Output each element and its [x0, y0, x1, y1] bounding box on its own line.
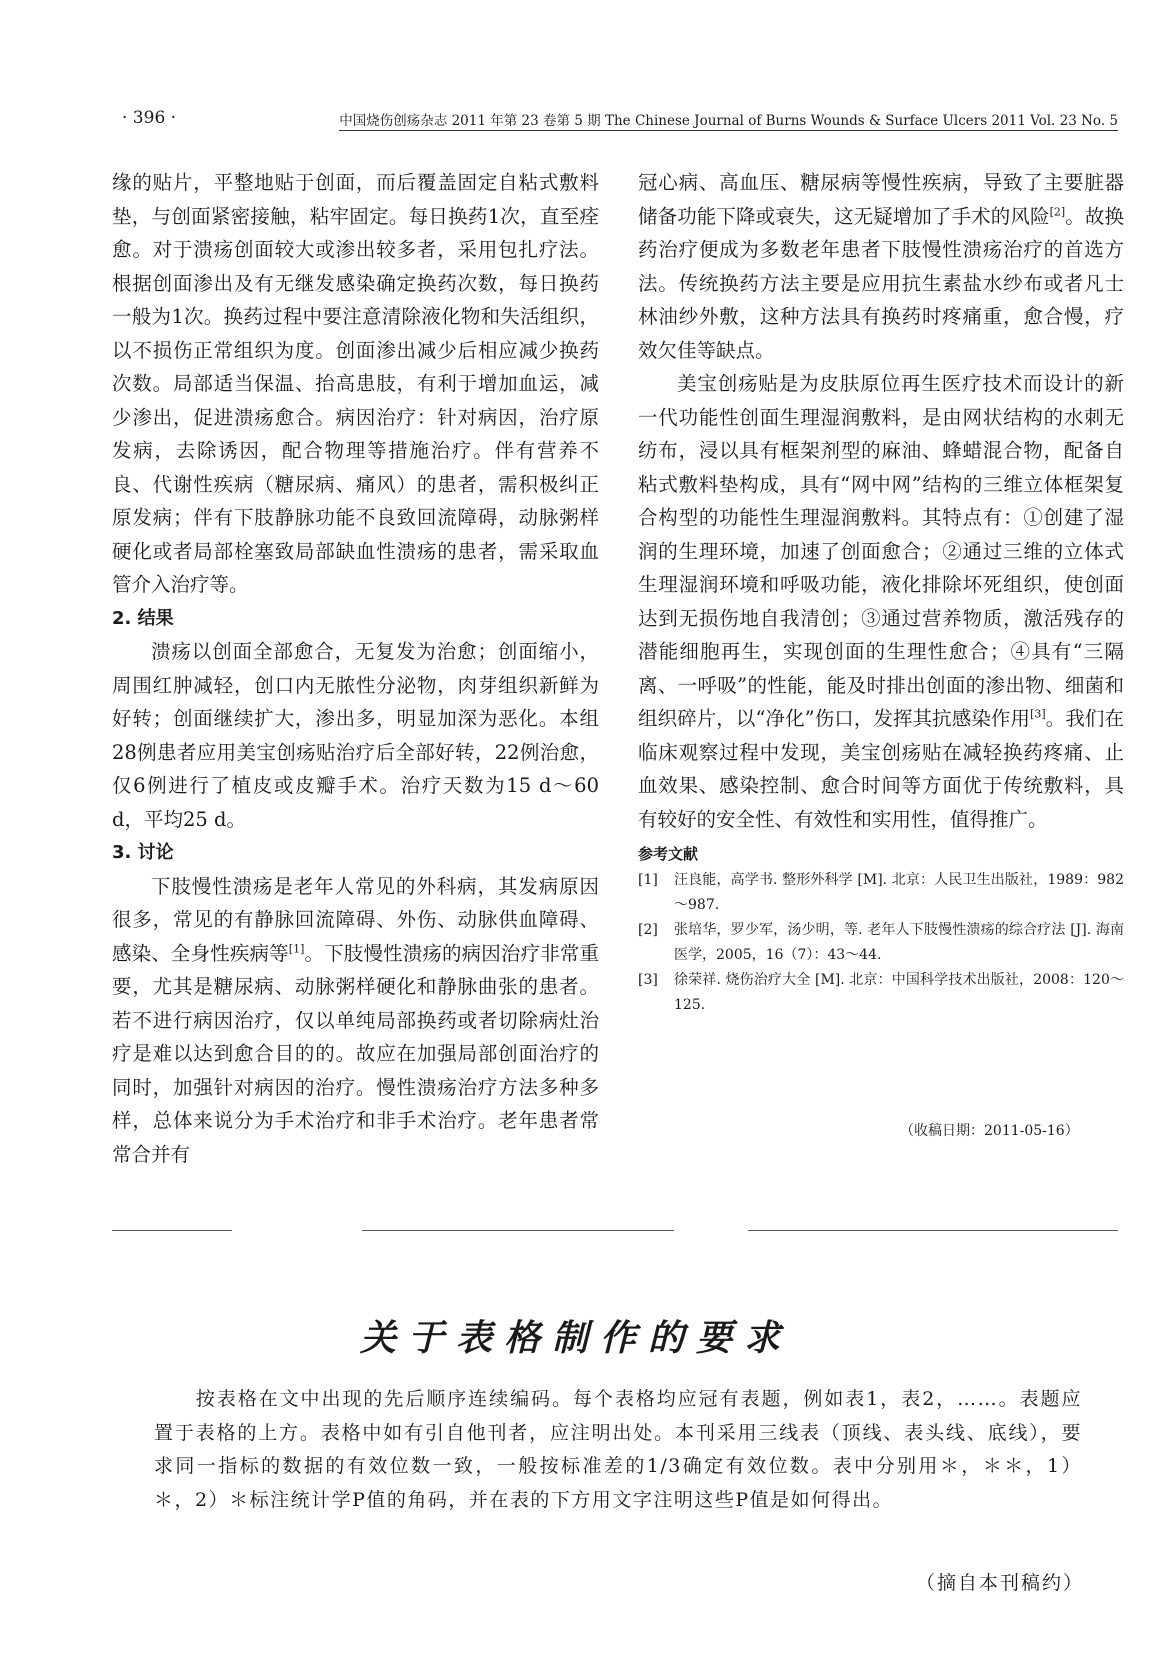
- received-date: （收稿日期：2011-05-16）: [900, 1123, 1079, 1139]
- citation-1: [1]: [288, 942, 305, 955]
- notice-source: （摘自本刊稿约）: [915, 1572, 1084, 1594]
- discussion-cont-text-a: 冠心病、高血压、糖尿病等慢性疾病，导致了主要脏器储备功能下降或衰失，这无疑增加了手术的风险: [638, 171, 1124, 228]
- reference-number: [3]: [638, 972, 658, 988]
- reference-item: [638, 968, 1124, 1018]
- left-column: [112, 166, 599, 1171]
- citation-2: [2]: [1049, 205, 1066, 218]
- notice-paragraph: 按表格在文中出现的先后顺序连续编码。每个表格均应冠有表题，例如表1，表2，……。表题应置于表格的上方。表格中如有引自他刊者，应注明出处。本刊采用三线表（顶线、表头线、底线），要求同一指标的数据的有效位数一致，一般按标准差的1/3确定有效位数。表中分别用＊，＊＊，1）＊，2）＊标注统计学P值的角码，并在表的下方用文字注明这些P值是如何得出。: [154, 1388, 1082, 1511]
- reference-text: 汪良能，高学书. 整形外科学 [M]. 北京：人民卫生出版社，1989：982～987.: [674, 872, 1124, 913]
- right-column: [638, 166, 1124, 1018]
- reference-item: [638, 868, 1124, 918]
- paragraph-discussion-cont: [638, 166, 1124, 367]
- discussion-text-b: 。下肢慢性溃疡的病因治疗非常重要，尤其是糖尿病、动脉粥样硬化和静脉曲张的患者。若不进行病因治疗，仅以单纯局部换药或者切除病灶治疗是难以达到愈合目的的。故应在加强局部创面治疗的同时，加强针对病因的治疗。慢性溃疡治疗方法多种多样，总体来说分为手术治疗和非手术治疗。老年患者常常合并有: [112, 941, 599, 1166]
- discussion-cont-text-b: 。故换药治疗便成为多数老年患者下肢慢性溃疡治疗的首选方法。传统换药方法主要是应用抗生素盐水纱布或者凡士林油纱外敷，这种方法具有换药时疼痛重，愈合慢，疗效欠佳等缺点。: [638, 204, 1124, 362]
- reference-number: [2]: [638, 922, 658, 938]
- divider-line-left: [112, 1230, 232, 1231]
- discussion-text-a: 下肢慢性溃疡是老年人常见的外科病，其发病原因很多，常见的有静脉回流障碍、外伤、动脉供血障碍、感染、全身性疾病等: [112, 874, 599, 965]
- section-heading-discussion: 3. 讨论: [112, 842, 174, 863]
- notice-title: 关于表格制作的要求: [359, 1317, 792, 1359]
- paragraph-discussion: [112, 870, 599, 1172]
- paragraph-meibao: [638, 367, 1124, 836]
- page-number: · 396 ·: [122, 108, 177, 128]
- meibao-text-a: 美宝创疡贴是为皮肤原位再生医疗技术而设计的新一代功能性创面生理湿润敷料，是由网状结构的水刺无纺布，浸以具有框架剂型的麻油、蜂蜡混合物，配备自粘式敷料垫构成，具有“网中网”结构的三维立体框架复合构型的功能性生理湿润敷料。其特点有：①创建了湿润的生理环境，加速了创面愈合；②通过三维的立体式生理湿润环境和呼吸功能，液化排除坏死组织，使创面达到无损伤地自我清创；③通过营养物质，激活残存的潜能细胞再生，实现创面的生理性愈合；④具有“三隔离、一呼吸”的性能，能及时排出创面的渗出物、细菌和组织碎片，以“净化”伤口，发挥其抗感染作用: [638, 372, 1124, 730]
- citation-3: [3]: [1030, 707, 1046, 721]
- notice-body: [154, 1383, 1082, 1517]
- references-heading: 参考文献: [638, 845, 699, 863]
- reference-text: 张培华，罗少军，汤少明，等. 老年人下肢慢性溃疡的综合疗法 [J]. 海南医学，2005，16（7）：43～44.: [674, 922, 1124, 963]
- section-heading-results: 2. 结果: [112, 607, 174, 629]
- meibao-text-b: 。我们在临床观察过程中发现，美宝创疡贴在减轻换药疼痛、止血效果、感染控制、愈合时间等方面优于传统敷料，具有较好的安全性、有效性和实用性，值得推广。: [638, 707, 1124, 831]
- page-header: [110, 108, 1118, 132]
- reference-number: [1]: [638, 872, 658, 888]
- paragraph-results: 溃疡以创面全部愈合，无复发为治愈；创面缩小，周围红肿减轻，创口内无脓性分泌物，肉芽组织新鲜为好转；创面继续扩大，渗出多，明显加深为恶化。本组28例患者应用美宝创疡贴治疗后全部好转，22例治愈，仅6例进行了植皮或皮瓣手术。治疗天数为15 d～60 d，平均25 d。: [112, 640, 599, 831]
- reference-item: [638, 918, 1124, 968]
- paragraph-treatment: 缘的贴片，平整地贴于创面，而后覆盖固定自粘式敷料垫，与创面紧密接触，粘牢固定。每日换药1次，直至痊愈。对于溃疡创面较大或渗出较多者，采用包扎疗法。根据创面渗出及有无继发感染确定换药次数，每日换药一般为1次。换药过程中要注意清除液化物和失活组织，以不损伤正常组织为度。创面渗出减少后相应减少换药次数。局部适当保温、抬高患肢，有利于增加血运，减少渗出，促进溃疡愈合。病因治疗：针对病因，治疗原发病，去除诱因，配合物理等措施治疗。伴有营养不良、代谢性疾病（糖尿病、痛风）的患者，需积极纠正原发病；伴有下肢静脉功能不良致回流障碍，动脉粥样硬化或者局部栓塞致局部缺血性溃疡的患者，需采取血管介入治疗等。: [112, 171, 599, 596]
- journal-running-title: 中国烧伤创疡杂志 2011 年第 23 卷第 5 期 The Chinese Journal of Burns Wounds & Surface Ulcers 2011 Vol. 23 No. 5: [339, 109, 1118, 131]
- divider-line-center: [362, 1230, 674, 1231]
- reference-text: 徐荣祥. 烧伤治疗大全 [M]. 北京：中国科学技术出版社，2008：120～125.: [674, 972, 1124, 1013]
- divider-line-right: [748, 1230, 1118, 1231]
